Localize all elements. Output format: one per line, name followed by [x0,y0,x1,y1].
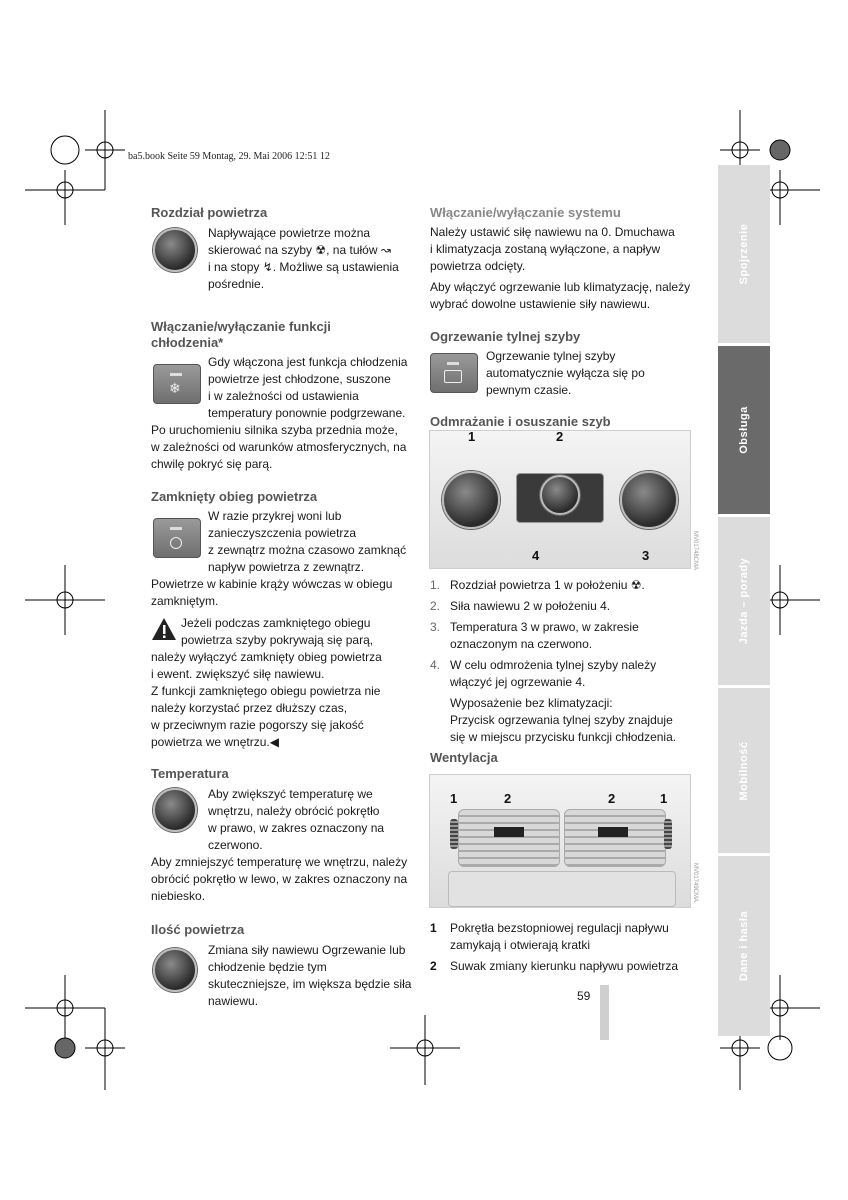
legend-list [430,920,692,975]
side-tab-dane[interactable] [718,856,770,1036]
section-title: Włączanie/wyłączanie funkcji chłodzenia* [151,319,331,350]
section-text: Gdy włączona jest funkcja chłodzenia powietrze jest chłodzone, suszone i w zależności od ustawienia temperatury ponownie podgrzewane. [208,355,408,420]
air-volume-knob-icon [153,948,197,992]
recirculation-button-icon [153,518,201,558]
section-title: Temperatura [151,766,229,781]
figure-code: MV01749CMA [692,863,698,903]
section-title: Wentylacja [430,750,498,765]
air-distribution-knob [442,471,500,529]
temperature-knob [620,471,678,529]
fan-speed-knob [540,475,580,515]
side-tab-label: Dane i hasła [738,910,750,982]
section-text: W razie przykrej woni lub zanieczyszczenia powietrza z zewnątrz można czasowo zamknąć napływ powietrza z zewnątrz. [208,509,407,574]
page-number-bar [600,985,609,1040]
section-paragraph: Po uruchomieniu silnika szyba przednia może, w zależności od warunków atmosferycznych, na chwilę pokryć się parą. [151,423,407,471]
section-text: Napływające powietrze można skierować na szyby ☢, na tułów ↝ i na stopy ↯. Możliwe są ustawienia pośrednie. [208,226,399,291]
vent-wheel-left [450,819,458,849]
left-column [151,205,411,1012]
temperature-knob-icon [153,788,197,832]
side-tab-mobilnosc[interactable] [718,688,770,853]
side-tab-obsluga[interactable] [718,346,770,514]
vent-slider-right [598,827,628,837]
callout-label: 1 [660,791,668,806]
section-text: Aby zwiększyć temperaturę we wnętrzu, należy obrócić pokrętło w prawo, w zakres oznaczony na czerwono. [208,787,385,852]
section-paragraph: Należy ustawić siłę nawiewu na 0. Dmuchawa i klimatyzacja zostaną wyłączone, a napływ powietrza odcięty. [430,225,675,273]
ventilation-figure [429,774,698,908]
page-number: 59 [577,989,591,1003]
vent-grille-left [458,809,560,867]
vent-wheel-right [664,819,672,849]
side-tab-label: Mobilność [738,741,750,800]
list-item: 2. Siła nawiewu 2 w położeniu 4. [430,599,611,613]
climate-control-figure [429,429,698,571]
callout-label: 3 [642,548,650,563]
warning-triangle-icon [151,617,177,641]
steps-list [430,577,692,746]
section-title: Ilość powietrza [151,922,245,937]
note-text: Wyposażenie bez klimatyzacji: Przycisk ogrzewania tylnej szyby znajduje się w miejscu przycisku funkcji chłodzenia. [450,696,677,744]
list-item: 1. Rozdział powietrza 1 w położeniu ☢. [430,578,645,592]
section-paragraph: Powietrze w kabinie krąży wówczas w obiegu zamkniętym. [151,577,393,608]
list-item: 4. W celu odmrożenia tylnej szyby należy włączyć jej ogrzewanie 4. [430,658,657,689]
list-item: 1 Pokrętła bezstopniowej regulacji napływu zamykają i otwierają kratki [430,921,669,952]
callout-label: 1 [450,791,458,806]
right-column [430,205,692,430]
section-title: Odmrażanie i osuszanie szyb [430,414,611,429]
vent-slider-left [494,827,524,837]
section-title: Ogrzewanie tylnej szyby [430,329,581,344]
side-tab-label: Spojrzenie [738,223,750,285]
callout-label: 2 [556,429,564,444]
list-item: 2 Suwak zmiany kierunku napływu powietrza [430,959,679,973]
section-title: Rozdział powietrza [151,205,268,220]
side-tab-label: Jazda – porady [738,557,750,645]
side-tab-spojrzenie[interactable] [718,165,770,343]
section-title: Włączanie/wyłączanie systemu [430,205,621,220]
callout-label: 1 [468,429,476,444]
figure-code: MV01748CMA [692,531,698,571]
radio-panel [448,871,676,907]
section-text: Zmiana siły nawiewu Ogrzewanie lub chłodzenie będzie tym skuteczniejsze, im większa będzie siła nawiewu. [208,943,412,1008]
vent-grille-right [564,809,666,867]
section-text: Ogrzewanie tylnej szyby automatycznie wyłącza się po pewnym czasie. [486,349,645,397]
rear-window-heating-button-icon [430,353,478,393]
side-tab-jazda[interactable] [718,517,770,685]
section-title: Zamknięty obieg powietrza [151,489,318,504]
section-paragraph: Aby zmniejszyć temperaturę we wnętrzu, należy obrócić pokrętło w lewo, w zakres oznaczony na niebiesko. [151,855,408,903]
callout-label: 4 [532,548,540,563]
snowflake-button-icon: ❄ [153,364,201,404]
air-distribution-knob-icon [153,228,197,272]
callout-label: 2 [504,791,512,806]
warning-text: Jeżeli podczas zamkniętego obiegu powietrza szyby pokrywają się parą, należy wyłączyć zamknięty obieg powietrza i ewent. zwiększyć siłę nawiewu. Z funkcji zamkniętego obiegu powietrza nie należy korzystać przez dłuższy czas, w przeciwnym razie pogorszy się jakość powietrza we wnętrzu.◀ [151,616,382,749]
page-header: ba5.book Seite 59 Montag, 29. Mai 2006 12:51 12 [128,151,330,162]
list-item: 3. Temperatura 3 w prawo, w zakresie oznaczonym na czerwono. [430,620,639,651]
side-tab-label: Obsługa [738,406,750,454]
section-paragraph: Aby włączyć ogrzewanie lub klimatyzację, należy wybrać dowolne ustawienie siły nawiewu. [430,280,691,311]
callout-label: 2 [608,791,616,806]
